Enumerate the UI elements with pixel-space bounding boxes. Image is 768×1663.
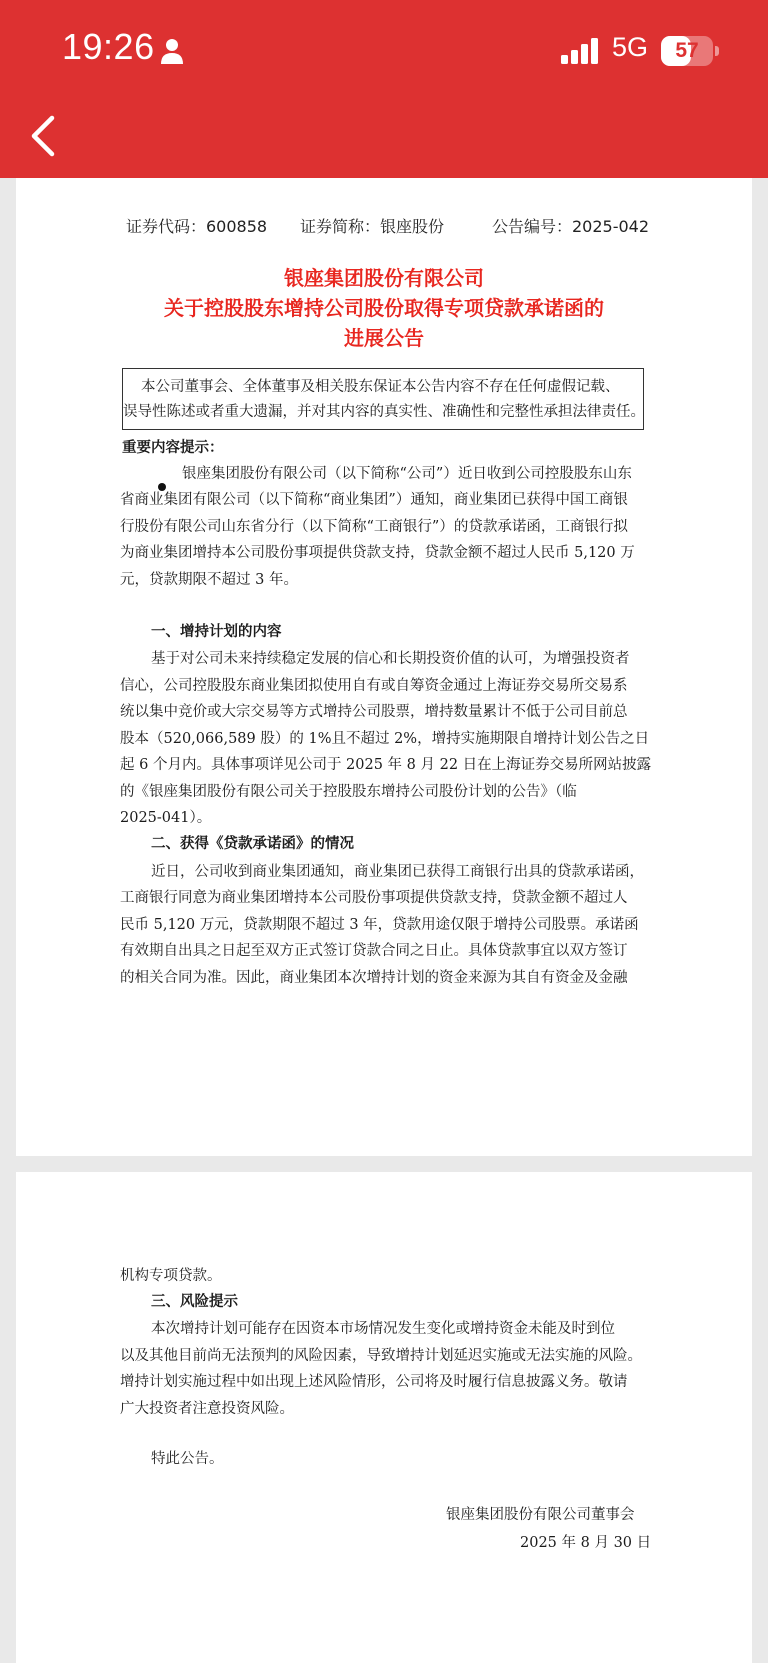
paragraph-line: 工商银行同意为商业集团增持本公司股份事项提供贷款支持，贷款金额不超过人: [120, 890, 628, 906]
paragraph-line: 股本（520,066,589 股）的 1%且不超过 2%，增持实施期限自增持计划公告之日: [120, 731, 650, 747]
battery-level: 57: [675, 39, 699, 62]
paragraph-line: 统以集中竞价或大宗交易等方式增持公司股票，增持数量累计不低于公司目前总: [120, 704, 628, 720]
paragraph-line: 广大投资者注意投资风险。: [120, 1401, 294, 1417]
paragraph-line: 信心，公司控股股东商业集团拟使用自有或自筹资金通过上海证券交易所交易系: [120, 678, 628, 694]
closing-text: 特此公告。: [151, 1451, 224, 1467]
doc-title-line: 关于控股股东增持公司股份取得专项贷款承诺函的: [164, 296, 604, 320]
signature-date: 2025 年 8 月 30 日: [520, 1535, 652, 1551]
paragraph-line: 以及其他目前尚无法预判的风险因素，导致增持计划延迟实施或无法实施的风险。: [120, 1348, 642, 1364]
document-page-2[interactable]: [16, 1172, 752, 1663]
paragraph-line: 本次增持计划可能存在因资本市场情况发生变化或增持资金未能及时到位: [151, 1321, 615, 1337]
paragraph-line: 的相关合同为准。因此，商业集团本次增持计划的资金来源为其自有资金及金融: [120, 970, 628, 986]
signal-icon: [561, 38, 601, 64]
status-time: 19:26: [62, 26, 155, 67]
paragraph-line: 有效期自出具之日起至双方正式签订贷款合同之日止。具体贷款事宜以双方签订: [120, 943, 628, 959]
paragraph-line: 近日，公司收到商业集团通知，商业集团已获得工商银行出具的贷款承诺函，: [151, 864, 644, 880]
disclaimer-line: 本公司董事会、全体董事及相关股东保证本公告内容不存在任何虚假记载、: [141, 379, 620, 395]
bullet-line: 为商业集团增持本公司股份事项提供贷款支持，贷款金额不超过人民币 5,120 万: [120, 545, 635, 561]
back-button[interactable]: [26, 112, 62, 160]
signature: 银座集团股份有限公司董事会: [446, 1507, 635, 1523]
section-heading: 二、获得《贷款承诺函》的情况: [151, 835, 354, 852]
paragraph-line: 基于对公司未来持续稳定发展的信心和长期投资价值的认可，为增强投资者: [151, 651, 630, 667]
disclaimer-box: [122, 368, 644, 430]
paragraph-line: 增持计划实施过程中如出现上述风险情形，公司将及时履行信息披露义务。敬请: [120, 1374, 628, 1390]
announcement-number: 公告编号：2025-042: [492, 217, 650, 236]
bullet-line: 银座集团股份有限公司（以下简称“公司”）近日收到公司控股股东山东: [182, 466, 632, 482]
security-code: 证券代码：600858: [126, 217, 268, 236]
bullet-line: 省商业集团有限公司（以下简称“商业集团”）通知，商业集团已获得中国工商银: [120, 492, 628, 508]
paragraph-line: 起 6 个月内。具体事项详见公司于 2025 年 8 月 22 日在上海证券交易所网站披露: [120, 757, 652, 773]
paragraph-line: 的《银座集团股份有限公司关于控股股东增持公司股份计划的公告》（临: [120, 784, 577, 800]
section-heading: 一、增持计划的内容: [151, 623, 282, 640]
section-heading: 三、风险提示: [151, 1293, 238, 1310]
paragraph-line: 民币 5,120 万元，贷款期限不超过 3 年，贷款用途仅限于增持公司股票。承诺函: [120, 917, 639, 933]
doc-title-line: 银座集团股份有限公司: [284, 266, 484, 290]
person-icon: [160, 37, 184, 65]
doc-title-line: 进展公告: [344, 326, 424, 350]
document-page-1[interactable]: [16, 178, 752, 1156]
paragraph-line: 机构专项贷款。: [120, 1268, 222, 1284]
important-heading: 重要内容提示：: [122, 439, 224, 456]
security-abbr: 证券简称：银座股份: [300, 217, 445, 236]
bullet-line: 行股份有限公司山东省分行（以下简称“工商银行”）的贷款承诺函，工商银行拟: [120, 519, 628, 535]
paragraph-line: 2025-041）。: [120, 810, 212, 826]
bullet-line: 元，贷款期限不超过 3 年。: [120, 572, 298, 588]
disclaimer-line: 误导性陈述或者重大遗漏，并对其内容的真实性、准确性和完整性承担法律责任。: [123, 404, 645, 420]
network-type: 5G: [612, 32, 649, 62]
top-bar: [0, 0, 768, 178]
battery-icon: [661, 36, 719, 66]
